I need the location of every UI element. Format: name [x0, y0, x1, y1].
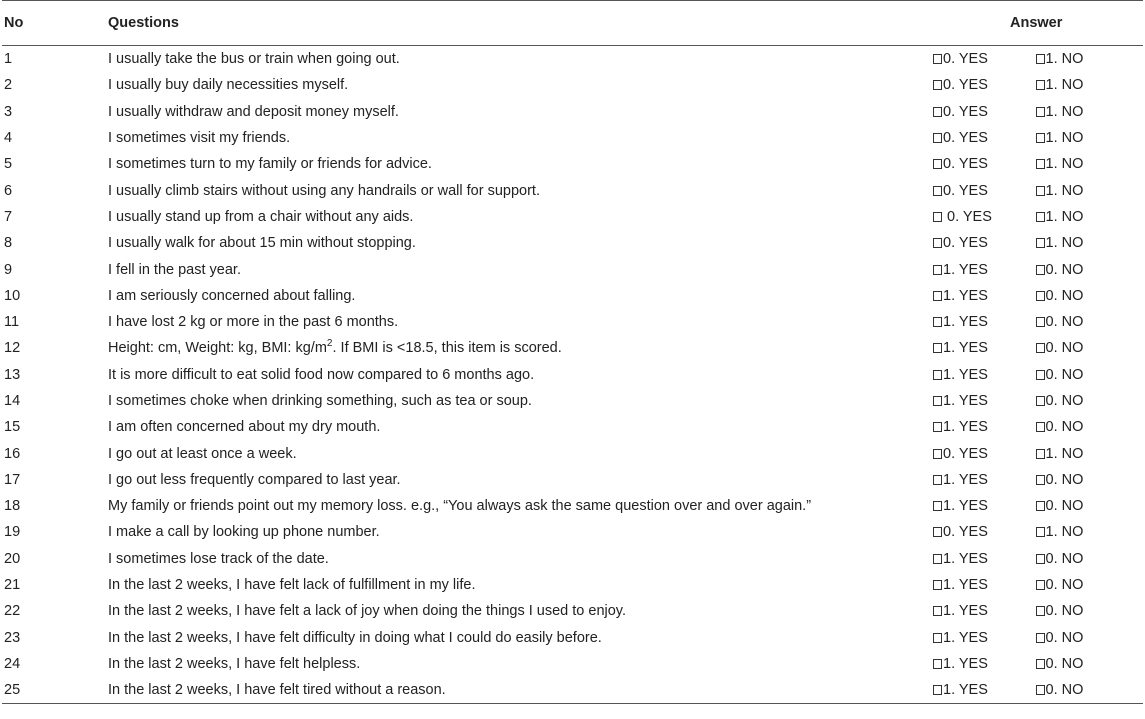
question-main: I usually withdraw and deposit money myself.	[108, 103, 399, 120]
answer-no-label: 1. NO	[1045, 182, 1084, 199]
row-number: 14	[4, 393, 21, 409]
question-main: I am often concerned about my dry mouth.	[108, 419, 381, 436]
checkbox-icon[interactable]	[1036, 396, 1045, 406]
answer-no-label: 0. NO	[1045, 419, 1084, 436]
checkbox-icon[interactable]	[933, 501, 942, 511]
question-main: I go out less frequently compared to last year.	[108, 471, 401, 488]
question-text	[108, 651, 928, 677]
answer-yes-cell	[928, 598, 1036, 624]
checkbox-icon[interactable]	[1036, 554, 1045, 564]
question-main: I have lost 2 kg or more in the past 6 months.	[108, 314, 399, 331]
checkbox-icon[interactable]	[933, 685, 942, 695]
checkbox-icon[interactable]	[933, 343, 942, 353]
table-row	[2, 651, 1143, 677]
question-text	[108, 72, 928, 98]
answer-no-cell	[1036, 467, 1144, 493]
question-tail: . If BMI is <18.5, this item is scored.	[332, 340, 562, 357]
answer-yes-cell	[928, 572, 1036, 598]
row-number: 6	[4, 182, 13, 199]
answer-yes-label: 1. YES	[943, 419, 988, 436]
table-row	[2, 283, 1143, 309]
answer-no-cell	[1036, 493, 1144, 519]
answer-no-cell	[1036, 46, 1144, 73]
question-text	[108, 467, 928, 493]
answer-no-cell	[1036, 230, 1144, 256]
answer-no-label: 0. NO	[1045, 261, 1084, 278]
answer-no-label: 0. NO	[1045, 629, 1084, 646]
answer-yes-cell	[928, 309, 1036, 335]
question-text	[108, 99, 928, 125]
answer-yes-label: 0. YES	[943, 182, 988, 199]
answer-yes-cell	[928, 440, 1036, 466]
checkbox-icon[interactable]	[1036, 370, 1045, 380]
answer-yes-label: 1. YES	[943, 471, 988, 488]
row-number: 9	[4, 261, 13, 278]
answer-yes-label: 0. YES	[943, 445, 988, 462]
answer-yes-label: 1. YES	[943, 603, 988, 620]
answer-yes-label: 1. YES	[943, 340, 988, 357]
question-main: In the last 2 weeks, I have felt a lack of joy when doing the things I used to enjoy.	[108, 603, 627, 620]
table-row	[2, 440, 1143, 466]
answer-no-cell	[1036, 125, 1144, 151]
table-row	[2, 46, 1143, 73]
answer-no-cell	[1036, 677, 1144, 704]
row-number: 4	[4, 130, 13, 147]
table-row	[2, 309, 1143, 335]
checkbox-icon[interactable]	[933, 238, 942, 248]
checkbox-icon[interactable]	[1036, 80, 1045, 90]
table-row	[2, 335, 1143, 361]
questionnaire-table	[2, 0, 1143, 704]
answer-yes-label: 0. YES	[943, 130, 988, 147]
row-number: 25	[2, 677, 108, 704]
answer-no-cell	[1036, 440, 1144, 466]
answer-yes-label: 1. YES	[943, 577, 988, 594]
answer-no-label: 0. NO	[1045, 682, 1084, 699]
header-answer: Answer	[928, 1, 1143, 46]
question-text	[108, 546, 928, 572]
question-text	[108, 414, 928, 440]
row-number: 12	[4, 340, 21, 357]
answer-no-cell	[1036, 388, 1144, 414]
row-number: 11	[4, 314, 20, 331]
checkbox-icon[interactable]	[933, 133, 942, 143]
checkbox-icon[interactable]	[1036, 317, 1045, 327]
table-row	[2, 414, 1143, 440]
header-no: No	[2, 1, 108, 46]
answer-no-label: 0. NO	[1045, 366, 1084, 383]
answer-no-label: 0. NO	[1045, 603, 1084, 620]
answer-no-cell	[1036, 151, 1144, 177]
question-text	[108, 283, 928, 309]
table-row	[2, 72, 1143, 98]
question-main: I sometimes choke when drinking something, such as tea or soup.	[108, 393, 532, 409]
answer-no-label: 0. NO	[1045, 471, 1084, 488]
row-number: 2	[4, 77, 13, 94]
question-text	[108, 493, 928, 519]
answer-no-cell	[1036, 625, 1144, 651]
row-number: 22	[4, 603, 21, 620]
table-row	[2, 467, 1143, 493]
question-text	[108, 230, 928, 256]
checkbox-icon[interactable]	[933, 606, 942, 616]
question-text	[108, 309, 928, 335]
table-row	[2, 572, 1143, 598]
table-body	[2, 46, 1143, 704]
table-row	[2, 99, 1143, 125]
checkbox-icon[interactable]	[933, 659, 942, 669]
checkbox-icon[interactable]	[933, 554, 942, 564]
answer-yes-cell	[928, 256, 1036, 282]
question-main: Height: cm, Weight: kg, BMI: kg/m	[108, 340, 327, 357]
answer-no-label: 1. NO	[1045, 77, 1084, 94]
table-row	[2, 177, 1143, 203]
answer-yes-cell	[928, 493, 1036, 519]
answer-yes-label: 1. YES	[943, 629, 988, 646]
question-text	[108, 177, 928, 203]
question-text	[108, 388, 928, 414]
table-row	[2, 546, 1143, 572]
table-row	[2, 151, 1143, 177]
answer-yes-label: 1. YES	[943, 550, 988, 567]
question-main: In the last 2 weeks, I have felt helpless.	[108, 655, 361, 672]
answer-yes-cell	[928, 546, 1036, 572]
table-row	[2, 362, 1143, 388]
question-text	[108, 625, 928, 651]
table-header	[2, 1, 1143, 46]
answer-yes-cell	[928, 388, 1036, 414]
answer-no-cell	[1036, 362, 1144, 388]
row-number: 17	[4, 471, 21, 488]
answer-no-label: 1. NO	[1045, 130, 1084, 147]
answer-yes-label: 1. YES	[943, 498, 988, 515]
question-main: It is more difficult to eat solid food now compared to 6 months ago.	[108, 366, 535, 383]
question-main: I usually take the bus or train when going out.	[108, 51, 400, 68]
answer-yes-label: 0. YES	[943, 77, 988, 94]
row-number: 3	[4, 103, 13, 120]
question-main: I fell in the past year.	[108, 261, 241, 278]
checkbox-icon[interactable]	[933, 291, 942, 301]
answer-yes-label: 0. YES	[943, 208, 992, 225]
checkbox-icon[interactable]	[1036, 606, 1045, 616]
answer-no-label: 0. NO	[1045, 498, 1084, 515]
checkbox-icon[interactable]	[933, 107, 942, 117]
checkbox-icon[interactable]	[1036, 449, 1045, 459]
answer-no-label: 0. NO	[1045, 287, 1084, 304]
answer-no-label: 0. NO	[1045, 340, 1084, 357]
row-number: 24	[4, 655, 21, 672]
answer-yes-cell	[928, 467, 1036, 493]
question-main: I usually climb stairs without using any handrails or wall for support.	[108, 182, 540, 199]
question-main: I usually walk for about 15 min without stopping.	[108, 235, 416, 252]
answer-yes-cell	[928, 230, 1036, 256]
answer-yes-cell	[928, 519, 1036, 545]
checkbox-icon[interactable]	[933, 317, 942, 327]
checkbox-icon[interactable]	[933, 527, 942, 537]
question-superscript: 2	[326, 338, 333, 350]
checkbox-icon[interactable]	[933, 370, 942, 380]
checkbox-icon[interactable]	[933, 449, 942, 459]
checkbox-icon[interactable]	[1036, 238, 1045, 248]
row-number: 1	[4, 51, 13, 68]
checkbox-icon[interactable]	[1036, 159, 1045, 169]
answer-yes-label: 1. YES	[943, 393, 988, 409]
checkbox-icon[interactable]	[1036, 685, 1045, 695]
question-main: My family or friends point out my memory loss. e.g., “You always ask the same question over and over again.”	[108, 498, 812, 515]
answer-yes-cell	[928, 283, 1036, 309]
answer-no-label: 0. NO	[1045, 314, 1084, 331]
answer-no-cell	[1036, 72, 1144, 98]
checkbox-icon[interactable]	[933, 265, 942, 275]
row-number: 7	[4, 208, 13, 225]
checkbox-icon[interactable]	[933, 580, 942, 590]
checkbox-icon[interactable]	[933, 396, 942, 406]
header-row	[2, 1, 1143, 46]
answer-yes-label: 1. YES	[943, 314, 988, 331]
answer-yes-label: 0. YES	[943, 235, 988, 252]
answer-yes-cell	[928, 72, 1036, 98]
answer-no-cell	[1036, 546, 1144, 572]
answer-no-cell	[1036, 598, 1144, 624]
question-main: In the last 2 weeks, I have felt lack of fulfillment in my life.	[108, 577, 476, 594]
table-row	[2, 625, 1143, 651]
answer-yes-cell	[928, 651, 1036, 677]
row-number: 8	[4, 235, 13, 252]
checkbox-icon[interactable]	[1036, 343, 1045, 353]
answer-no-label: 0. NO	[1045, 655, 1084, 672]
checkbox-icon[interactable]	[933, 54, 942, 64]
answer-yes-cell	[928, 204, 1036, 230]
question-main: I sometimes visit my friends.	[108, 130, 291, 147]
answer-no-cell	[1036, 414, 1144, 440]
answer-yes-label: 0. YES	[943, 51, 988, 68]
question-text	[108, 125, 928, 151]
table-row	[2, 493, 1143, 519]
question-text	[108, 46, 928, 73]
question-text	[108, 677, 928, 704]
table-row	[2, 519, 1143, 545]
checkbox-icon[interactable]	[933, 633, 942, 643]
table-row	[2, 598, 1143, 624]
answer-yes-cell	[928, 677, 1036, 704]
question-main: I usually buy daily necessities myself.	[108, 77, 349, 94]
checkbox-icon[interactable]	[933, 422, 942, 432]
answer-no-cell	[1036, 177, 1144, 203]
checkbox-icon[interactable]	[933, 212, 942, 222]
answer-no-label: 1. NO	[1045, 445, 1084, 462]
answer-no-cell	[1036, 283, 1144, 309]
row-number: 19	[4, 524, 21, 541]
table-row	[2, 677, 1143, 704]
answer-yes-cell	[928, 151, 1036, 177]
question-text	[108, 151, 928, 177]
table-row	[2, 125, 1143, 151]
answer-no-cell	[1036, 651, 1144, 677]
question-text	[108, 598, 928, 624]
answer-yes-cell	[928, 362, 1036, 388]
row-number: 5	[4, 156, 13, 173]
checkbox-icon[interactable]	[1036, 475, 1045, 485]
row-number: 23	[4, 629, 21, 646]
checkbox-icon[interactable]	[1036, 580, 1045, 590]
row-number: 13	[4, 366, 21, 383]
question-text	[108, 572, 928, 598]
row-number: 20	[4, 550, 21, 567]
answer-no-cell	[1036, 99, 1144, 125]
checkbox-icon[interactable]	[1036, 186, 1045, 196]
answer-yes-cell	[928, 625, 1036, 651]
checkbox-icon[interactable]	[1036, 133, 1045, 143]
answer-yes-cell	[928, 414, 1036, 440]
question-main: I make a call by looking up phone number.	[108, 524, 380, 541]
answer-no-cell	[1036, 204, 1144, 230]
question-text	[108, 335, 928, 361]
checkbox-icon[interactable]	[1036, 265, 1045, 275]
checkbox-icon[interactable]	[933, 80, 942, 90]
answer-yes-cell	[928, 46, 1036, 73]
answer-no-label: 1. NO	[1045, 208, 1084, 225]
answer-yes-label: 0. YES	[943, 103, 988, 120]
checkbox-icon[interactable]	[1036, 659, 1045, 669]
row-number: 18	[4, 498, 21, 515]
row-number: 16	[4, 445, 21, 462]
table-row	[2, 388, 1143, 414]
checkbox-icon[interactable]	[1036, 54, 1045, 64]
answer-no-cell	[1036, 309, 1144, 335]
checkbox-icon[interactable]	[1036, 527, 1045, 537]
checkbox-icon[interactable]	[933, 186, 942, 196]
answer-no-cell	[1036, 335, 1144, 361]
row-number: 10	[4, 287, 21, 304]
answer-yes-label: 0. YES	[943, 524, 988, 541]
answer-yes-label: 1. YES	[943, 655, 988, 672]
checkbox-icon[interactable]	[1036, 422, 1045, 432]
question-main: I sometimes lose track of the date.	[108, 550, 329, 567]
answer-no-cell	[1036, 572, 1144, 598]
checkbox-icon[interactable]	[1036, 501, 1045, 511]
table-row	[2, 230, 1143, 256]
question-text	[108, 519, 928, 545]
answer-no-label: 1. NO	[1045, 51, 1084, 68]
answer-no-label: 1. NO	[1045, 235, 1084, 252]
checkbox-icon[interactable]	[1036, 212, 1045, 222]
checkbox-icon[interactable]	[1036, 107, 1045, 117]
answer-yes-label: 1. YES	[943, 366, 988, 383]
checkbox-icon[interactable]	[1036, 291, 1045, 301]
answer-no-label: 0. NO	[1045, 577, 1084, 594]
answer-yes-label: 1. YES	[943, 261, 988, 278]
question-main: In the last 2 weeks, I have felt difficulty in doing what I could do easily before.	[108, 629, 602, 646]
table-row	[2, 256, 1143, 282]
table-row	[2, 204, 1143, 230]
question-main: I sometimes turn to my family or friends for advice.	[108, 156, 432, 173]
row-number: 15	[4, 419, 21, 436]
question-text	[108, 362, 928, 388]
row-number: 21	[4, 577, 21, 594]
answer-no-label: 0. NO	[1045, 393, 1084, 409]
answer-no-cell	[1036, 519, 1144, 545]
question-main: I go out at least once a week.	[108, 445, 297, 462]
answer-no-label: 1. NO	[1045, 103, 1084, 120]
answer-no-label: 0. NO	[1045, 550, 1084, 567]
answer-yes-cell	[928, 177, 1036, 203]
answer-yes-label: 0. YES	[943, 156, 988, 173]
question-main: I am seriously concerned about falling.	[108, 287, 356, 304]
header-questions: Questions	[108, 1, 928, 46]
answer-yes-label: 1. YES	[943, 682, 988, 699]
answer-yes-cell	[928, 99, 1036, 125]
answer-yes-cell	[928, 335, 1036, 361]
answer-no-label: 1. NO	[1045, 524, 1084, 541]
answer-no-label: 1. NO	[1045, 156, 1084, 173]
answer-yes-cell	[928, 125, 1036, 151]
checkbox-icon[interactable]	[933, 475, 942, 485]
question-main: In the last 2 weeks, I have felt tired without a reason.	[108, 682, 446, 699]
question-text	[108, 440, 928, 466]
question-main: I usually stand up from a chair without any aids.	[108, 208, 414, 225]
checkbox-icon[interactable]	[933, 159, 942, 169]
answer-no-cell	[1036, 256, 1144, 282]
answer-yes-label: 1. YES	[943, 287, 988, 304]
checkbox-icon[interactable]	[1036, 633, 1045, 643]
question-text	[108, 204, 928, 230]
question-text	[108, 256, 928, 282]
